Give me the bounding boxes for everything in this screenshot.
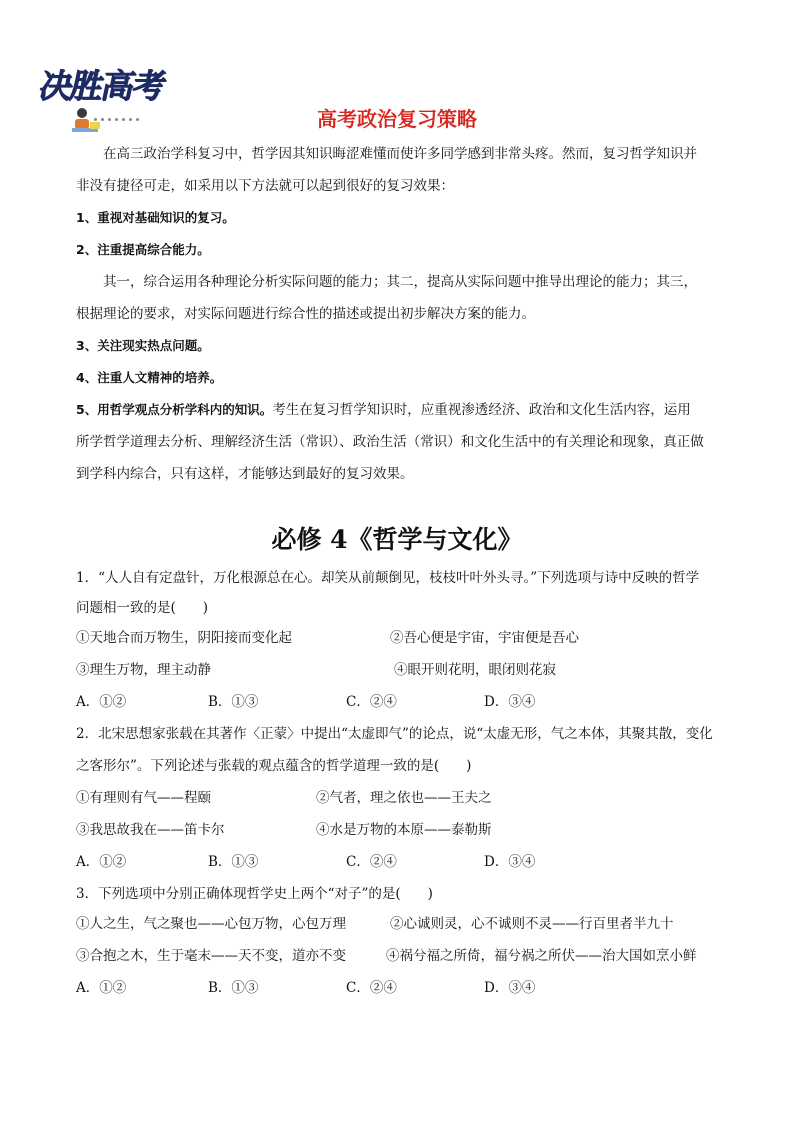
q2-choice-b: B．①③: [208, 854, 259, 870]
point-5-line-1: [76, 400, 720, 420]
q3-choice-a: A．①②: [76, 980, 127, 996]
q2-choice-d: D．③④: [484, 854, 536, 870]
q3-item-1: ①人之生，气之聚也——心包万物，心包万理: [76, 916, 346, 932]
q2-stem-1: 2．北宋思想家张载在其著作〈正蒙〉中提出“太虚即气”的论点，说“太虚无形，气之本体，其聚其散，变化: [76, 726, 713, 742]
page-title: 高考政治复习策略: [317, 107, 477, 131]
point-4: 4、注重人文精神的培养。: [76, 370, 223, 385]
q3-item-3: ③合抱之木，生于毫末——天不变，道亦不变: [76, 948, 346, 964]
q2-stem-2: 之客形尔”。下列论述与张载的观点蕴含的哲学道理一致的是( ): [76, 758, 472, 774]
q3-choice-c: C．②④: [346, 980, 397, 996]
q1-stem-1: 1．“人人自有定盘针，万化根源总在心。却笑从前颠倒见，枝枝叶叶外头寻。”下列选项与诗中反映的哲学: [76, 570, 700, 586]
point-5-line-2: 所学哲学道理去分析、理解经济生活（常识）、政治生活（常识）和文化生活中的有关理论和现象，真正做: [76, 434, 704, 450]
q3-item-2: ②心诚则灵，心不诚则不灵——行百里者半九十: [390, 916, 674, 932]
point-5-text: 考生在复习哲学知识时，应重视渗透经济、政治和文化生活内容，运用: [272, 402, 691, 418]
q2-item-1: ①有理则有气——程颐: [76, 790, 211, 806]
q2-item-4: ④水是万物的本原——泰勒斯: [316, 822, 492, 838]
q1-choice-c: C．②④: [346, 694, 397, 710]
logo-text: 决胜高考: [35, 66, 168, 105]
q2-item-2: ②气者，理之依也——王夫之: [316, 790, 492, 806]
point-2-detail-1: 其一，综合运用各种理论分析实际问题的能力；其二，提高从实际问题中推导出理论的能力；其三，: [103, 274, 697, 290]
point-5-line-3: 到学科内综合，只有这样，才能够达到最好的复习效果。: [76, 466, 414, 482]
q2-choice-a: A．①②: [76, 854, 127, 870]
point-1: 1、重视对基础知识的复习。: [76, 210, 235, 225]
section-title: 必修 4《哲学与文化》: [271, 525, 523, 554]
q3-choice-d: D．③④: [484, 980, 536, 996]
intro-line-1: 在高三政治学科复习中，哲学因其知识晦涩难懂而使许多同学感到非常头疼。然而，复习哲学知识并: [103, 146, 697, 162]
q2-choice-c: C．②④: [346, 854, 397, 870]
q1-item-3: ③理生万物，理主动静: [76, 662, 211, 678]
q1-choice-d: D．③④: [484, 694, 536, 710]
point-5-heading: 5、用哲学观点分析学科内的知识。: [76, 402, 273, 417]
q2-item-3: ③我思故我在——笛卡尔: [76, 822, 225, 838]
point-2-detail-2: 根据理论的要求，对实际问题进行综合性的描述或提出初步解决方案的能力。: [76, 306, 535, 322]
q1-item-2: ②吾心便是宇宙，宇宙便是吾心: [390, 630, 579, 646]
point-3: 3、关注现实热点问题。: [76, 338, 210, 353]
point-2: 2、注重提高综合能力。: [76, 242, 210, 257]
q3-choice-b: B．①③: [208, 980, 259, 996]
q3-stem-1: 3．下列选项中分别正确体现哲学史上两个“对子”的是( ): [76, 886, 433, 902]
q1-choice-b: B．①③: [208, 694, 259, 710]
q1-item-1: ①天地合而万物生，阴阳接而变化起: [76, 630, 292, 646]
q3-item-4: ④祸兮福之所倚，福兮祸之所伏——治大国如烹小鲜: [386, 948, 697, 964]
intro-line-2: 非没有捷径可走，如采用以下方法就可以起到很好的复习效果：: [76, 178, 454, 194]
q1-choice-a: A．①②: [76, 694, 127, 710]
q1-item-4: ④眼开则花明，眼闭则花寂: [394, 662, 556, 678]
q1-stem-2: 问题相一致的是( ): [76, 600, 209, 616]
